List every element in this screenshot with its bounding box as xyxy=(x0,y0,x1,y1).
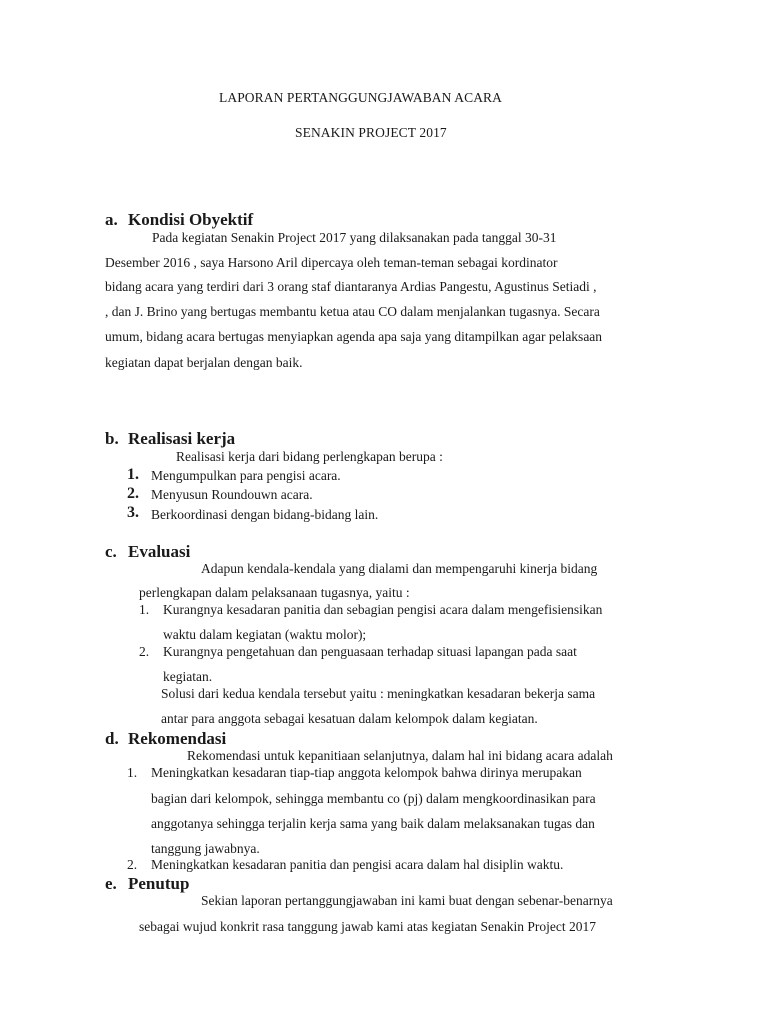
list-item: Berkoordinasi dengan bidang-bidang lain. xyxy=(151,507,379,522)
section-e-letter: e. xyxy=(105,874,117,893)
list-item-number: 2. xyxy=(139,644,150,659)
section-a-line-5: umum, bidang acara bertugas menyiapkan agenda apa saja yang ditampilkan agar pelaksaan xyxy=(105,329,603,344)
section-c-item-2-line-1: Kurangnya pengetahuan dan penguasaan terhadap situasi lapangan pada saat xyxy=(163,644,577,659)
section-d-item-1-line-2: bagian dari kelompok, sehingga membantu co (pj) dalam mengkoordinasikan para xyxy=(151,791,596,806)
section-c-item-1-line-1: Kurangnya kesadaran panitia dan sebagian pengisi acara dalam mengefisiensikan xyxy=(163,602,603,617)
section-d-item-2-line-1: Meningkatkan kesadaran panitia dan pengisi acara dalam hal disiplin waktu. xyxy=(151,857,564,872)
section-b-letter: b. xyxy=(105,429,119,448)
list-item: Menyusun Roundouwn acara. xyxy=(151,487,313,502)
list-item: Mengumpulkan para pengisi acara. xyxy=(151,468,341,483)
list-item-number: 2. xyxy=(127,485,139,502)
section-c-intro-2: perlengkapan dalam pelaksanaan tugasnya, yaitu : xyxy=(139,585,410,600)
section-c-item-2-line-2: kegiatan. xyxy=(163,669,213,684)
section-d-intro: Rekomendasi untuk kepanitiaan selanjutnya, dalam hal ini bidang acara adalah xyxy=(187,748,613,763)
section-a-line-2: Desember 2016 , saya Harsono Aril dipercaya oleh teman-teman sebagai kordinator xyxy=(105,255,558,270)
section-a-line-1: Pada kegiatan Senakin Project 2017 yang dilaksanakan pada tanggal 30-31 xyxy=(152,230,557,245)
section-c-intro-1: Adapun kendala-kendala yang dialami dan mempengaruhi kinerja bidang xyxy=(201,561,598,576)
list-item-number: 1. xyxy=(127,765,138,780)
section-e-heading: Penutup xyxy=(128,874,190,893)
section-c-solusi-2: antar para anggota sebagai kesatuan dalam kelompok dalam kegiatan. xyxy=(161,711,538,726)
section-c-item-1-line-2: waktu dalam kegiatan (waktu molor); xyxy=(163,627,367,642)
section-a-line-6: kegiatan dapat berjalan dengan baik. xyxy=(105,355,303,370)
section-d-item-1-line-3: anggotanya sehingga terjalin kerja sama yang baik dalam melaksanakan tugas dan xyxy=(151,816,595,831)
section-b-heading: Realisasi kerja xyxy=(128,429,236,448)
section-e-line-1: Sekian laporan pertanggungjawaban ini kami buat dengan sebenar-benarnya xyxy=(201,893,613,908)
list-item-number: 1. xyxy=(127,466,139,483)
document-title: LAPORAN PERTANGGUNGJAWABAN ACARA xyxy=(219,90,502,105)
document-subtitle: SENAKIN PROJECT 2017 xyxy=(295,125,447,140)
section-d-heading: Rekomendasi xyxy=(128,729,227,748)
section-e-line-2: sebagai wujud konkrit rasa tanggung jawab kami atas kegiatan Senakin Project 2017 xyxy=(139,919,597,934)
section-c-solusi-1: Solusi dari kedua kendala tersebut yaitu : meningkatkan kesadaran bekerja sama xyxy=(161,686,596,701)
list-item-number: 2. xyxy=(127,857,138,872)
section-d-item-1-line-4: tanggung jawabnya. xyxy=(151,841,260,856)
section-a-letter: a. xyxy=(105,210,118,229)
section-a-heading: Kondisi Obyektif xyxy=(128,210,254,229)
section-a-line-3: bidang acara yang terdiri dari 3 orang staf diantaranya Ardias Pangestu, Agustinus Setiadi , xyxy=(105,279,597,294)
section-d-item-1-line-1: Meningkatkan kesadaran tiap-tiap anggota kelompok bahwa dirinya merupakan xyxy=(151,765,582,780)
list-item-number: 3. xyxy=(127,504,139,521)
section-c-heading: Evaluasi xyxy=(128,542,191,561)
section-c-letter: c. xyxy=(105,542,117,561)
section-b-intro: Realisasi kerja dari bidang perlengkapan berupa : xyxy=(176,449,443,464)
section-a-line-4: , dan J. Brino yang bertugas membantu ketua atau CO dalam menjalankan tugasnya. Secara xyxy=(105,304,600,319)
list-item-number: 1. xyxy=(139,602,150,617)
section-d-letter: d. xyxy=(105,729,119,748)
